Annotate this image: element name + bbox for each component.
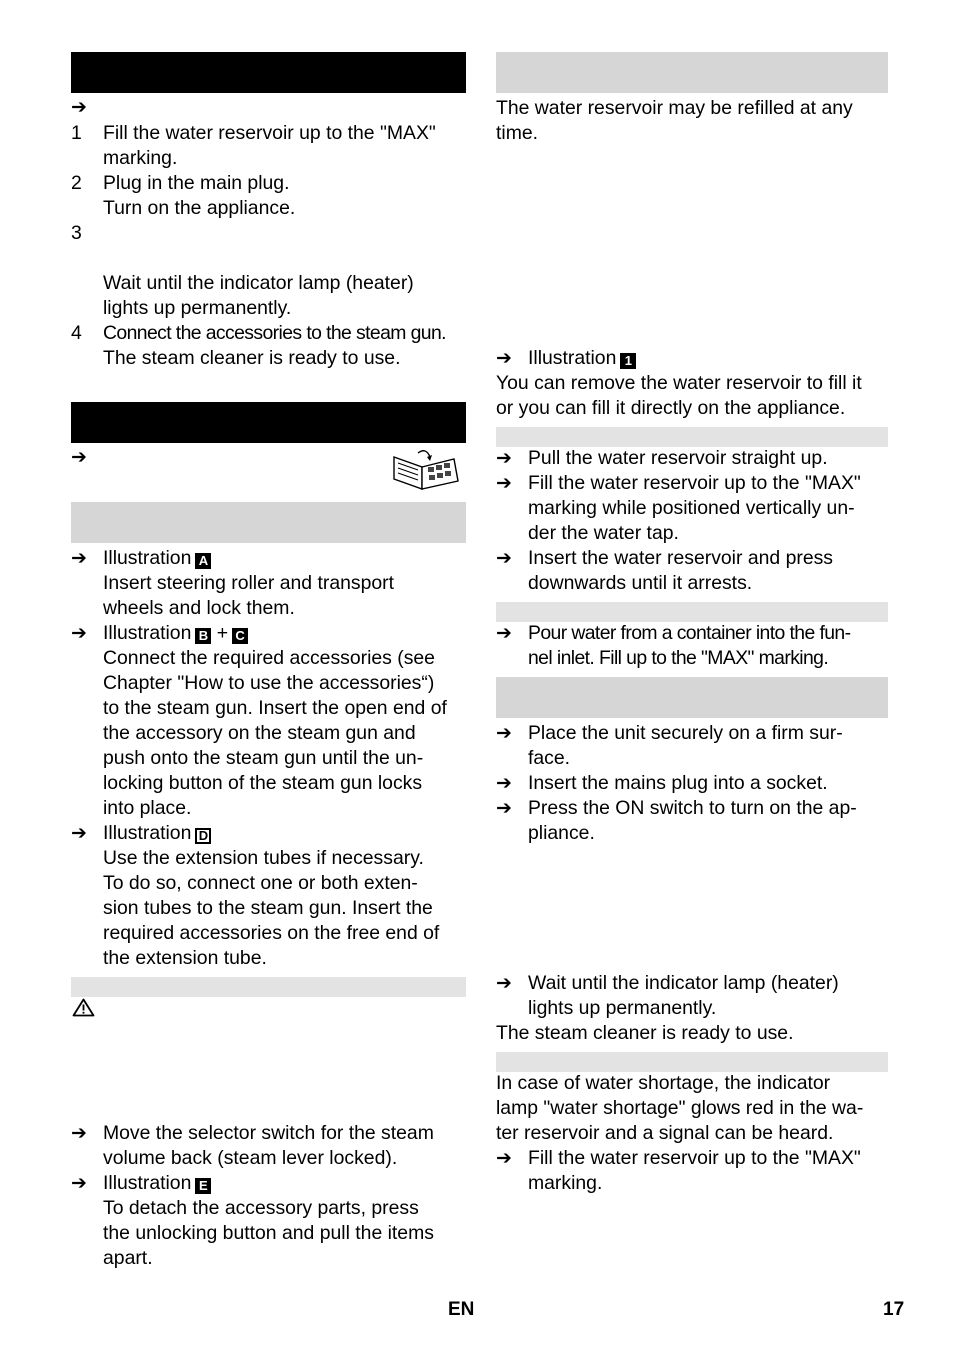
paragraph-line: The water reservoir may be refilled at any xyxy=(496,97,853,119)
step-text: marking. xyxy=(528,1172,603,1194)
step-text: To detach the accessory parts, press xyxy=(103,1197,419,1219)
illustration-badge: D xyxy=(195,828,211,844)
subsection-heading-bar xyxy=(496,427,888,447)
step-text: downwards until it arrests. xyxy=(528,572,753,594)
section-heading-bar xyxy=(71,52,466,93)
illustration-badge: E xyxy=(195,1178,211,1194)
right-arrow-icon: ➔ xyxy=(496,773,512,794)
step-text: to the steam gun. Insert the open end of xyxy=(103,697,447,719)
subsection-heading-bar xyxy=(71,502,466,543)
right-arrow-icon: ➔ xyxy=(496,798,512,819)
step-text: lights up permanently. xyxy=(528,997,717,1019)
right-arrow-icon: ➔ xyxy=(71,823,87,844)
step-text: marking. xyxy=(103,147,178,169)
step-text: into place. xyxy=(103,797,192,819)
step-number: 1 xyxy=(71,122,82,144)
step-text: Insert the mains plug into a socket. xyxy=(528,772,828,794)
illustration-ref: Illustration E xyxy=(103,1171,211,1196)
step-text: marking while positioned vertically un- xyxy=(528,497,855,519)
step-text: Connect the accessories to the steam gun. xyxy=(103,322,446,344)
illustration-ref: Illustration 1 xyxy=(528,346,636,371)
illustration-badge: B xyxy=(195,628,211,644)
right-arrow-icon: ➔ xyxy=(71,623,87,644)
step-text: To do so, connect one or both exten- xyxy=(103,872,418,894)
illustration-ref: Illustration A xyxy=(103,546,211,571)
paragraph-line: lamp "water shortage" glows red in the wa- xyxy=(496,1097,864,1119)
step-text: Turn on the appliance. xyxy=(103,197,296,219)
footer-language: EN xyxy=(448,1299,475,1320)
step-text: nel inlet. Fill up to the "MAX" marking. xyxy=(528,647,829,669)
illustration-ref: Illustration D xyxy=(103,821,211,846)
right-arrow-icon: ➔ xyxy=(496,973,512,994)
right-arrow-icon: ➔ xyxy=(496,723,512,744)
step-number: 4 xyxy=(71,322,82,344)
paragraph-line: ter reservoir and a signal can be heard. xyxy=(496,1122,834,1144)
right-arrow-icon: ➔ xyxy=(496,348,512,369)
illustration-badge: 1 xyxy=(620,353,636,369)
section-heading-bar xyxy=(496,677,888,718)
paragraph-line: or you can fill it directly on the appliance. xyxy=(496,397,846,419)
right-arrow-icon: ➔ xyxy=(496,448,512,469)
subsection-heading-bar xyxy=(496,602,888,622)
step-text: Use the extension tubes if necessary. xyxy=(103,847,424,869)
step-text: volume back (steam lever locked). xyxy=(103,1147,398,1169)
step-text: Fill the water reservoir up to the "MAX" xyxy=(528,1147,861,1169)
section-heading-bar xyxy=(496,52,888,93)
step-text: the accessory on the steam gun and xyxy=(103,722,416,744)
step-text: lights up permanently. xyxy=(103,297,292,319)
step-text: Move the selector switch for the steam xyxy=(103,1122,434,1144)
step-text: Insert the water reservoir and press xyxy=(528,547,833,569)
step-number: 3 xyxy=(71,222,82,244)
step-text: Fill the water reservoir up to the "MAX" xyxy=(528,472,861,494)
open-manual-icon xyxy=(392,447,460,493)
step-text: the unlocking button and pull the items xyxy=(103,1222,434,1244)
right-arrow-icon: ➔ xyxy=(496,623,512,644)
right-arrow-icon: ➔ xyxy=(71,1173,87,1194)
step-text: Place the unit securely on a firm sur- xyxy=(528,722,843,744)
paragraph-line: time. xyxy=(496,122,539,144)
subsection-heading-bar xyxy=(496,1052,888,1072)
step-text: Fill the water reservoir up to the "MAX" xyxy=(103,122,436,144)
step-text: Pull the water reservoir straight up. xyxy=(528,447,828,469)
step-text: Wait until the indicator lamp (heater) xyxy=(528,972,839,994)
step-text: The steam cleaner is ready to use. xyxy=(103,347,401,369)
illustration-badge: A xyxy=(195,553,211,569)
step-number: 2 xyxy=(71,172,82,194)
step-text: Plug in the main plug. xyxy=(103,172,290,194)
step-text: wheels and lock them. xyxy=(103,597,295,619)
step-text: sion tubes to the steam gun. Insert the xyxy=(103,897,433,919)
section-heading-bar xyxy=(71,402,466,443)
right-arrow-icon: ➔ xyxy=(496,473,512,494)
step-text: Pour water from a container into the fun- xyxy=(528,622,851,644)
step-text: face. xyxy=(528,747,571,769)
step-text: pliance. xyxy=(528,822,595,844)
paragraph-line: You can remove the water reservoir to fill it xyxy=(496,372,862,394)
subsection-heading-bar xyxy=(71,977,466,997)
step-text: Chapter "How to use the accessories“) xyxy=(103,672,435,694)
step-text: Wait until the indicator lamp (heater) xyxy=(103,272,414,294)
paragraph-line: The steam cleaner is ready to use. xyxy=(496,1022,794,1044)
illustration-badge: C xyxy=(232,628,248,644)
step-text: apart. xyxy=(103,1247,153,1269)
step-text: required accessories on the free end of xyxy=(103,922,440,944)
paragraph-line: In case of water shortage, the indicator xyxy=(496,1072,831,1094)
step-text: locking button of the steam gun locks xyxy=(103,772,423,794)
right-arrow-icon: ➔ xyxy=(496,1148,512,1169)
right-arrow-icon: ➔ xyxy=(71,97,87,118)
step-text: Press the ON switch to turn on the ap- xyxy=(528,797,857,819)
right-arrow-icon: ➔ xyxy=(71,447,87,468)
right-arrow-icon: ➔ xyxy=(71,548,87,569)
step-text: der the water tap. xyxy=(528,522,679,544)
warning-triangle-icon xyxy=(72,998,95,1017)
illustration-ref: Illustration B + C xyxy=(103,621,248,646)
step-text: the extension tube. xyxy=(103,947,267,969)
step-text: Insert steering roller and transport xyxy=(103,572,395,594)
step-text: Connect the required accessories (see xyxy=(103,647,435,669)
right-arrow-icon: ➔ xyxy=(496,548,512,569)
page-number: 17 xyxy=(883,1299,905,1320)
step-text: push onto the steam gun until the un- xyxy=(103,747,424,769)
right-arrow-icon: ➔ xyxy=(71,1123,87,1144)
